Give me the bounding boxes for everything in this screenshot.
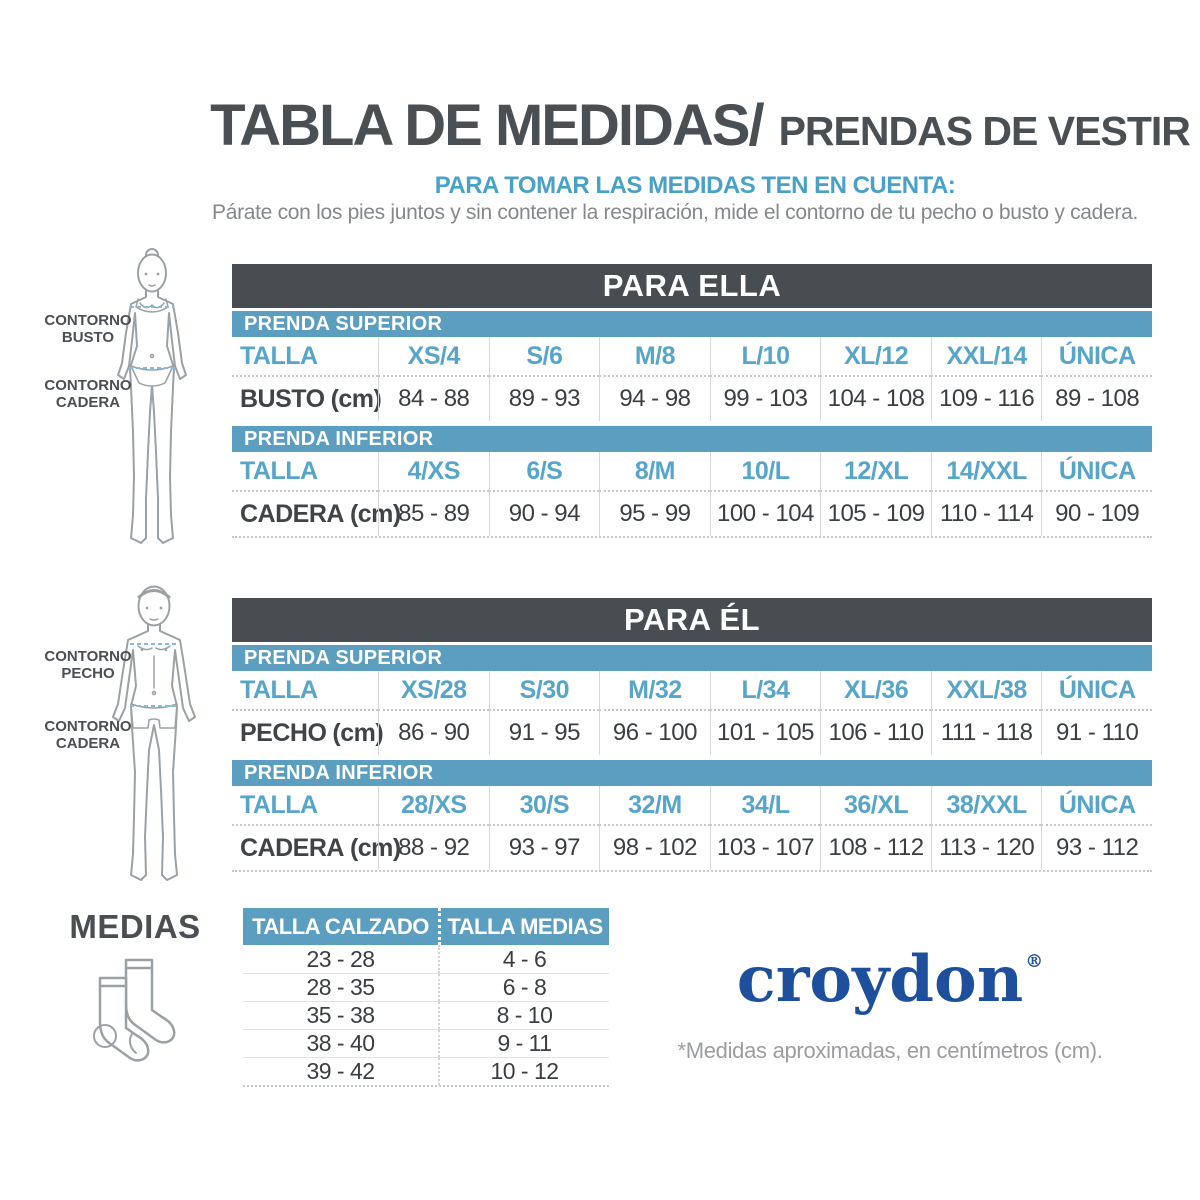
value-cell: 98 - 102	[599, 826, 710, 870]
value-cell: 85 - 89	[378, 492, 489, 536]
value-cell: 96 - 100	[599, 711, 710, 755]
table-bottom-rule	[232, 536, 1152, 538]
size-cell: 12/XL	[820, 452, 931, 492]
brand-wordmark: croydon	[736, 942, 1024, 1017]
band-prenda-superior-el: PRENDA SUPERIOR	[232, 645, 1152, 671]
value-cell: 100 - 104	[710, 492, 821, 536]
grid-ella-inferior	[232, 452, 1152, 536]
male-chest-dot-right	[165, 649, 167, 651]
table-title-ella: PARA ELLA	[232, 264, 1152, 308]
male-eye-right	[160, 607, 163, 610]
measuring-instructions: Párate con los pies juntos y sin contener la respiración, mide el contorno de tu pecho o busto y cadera.	[211, 201, 1139, 224]
size-cell: XL/12	[820, 337, 931, 377]
band-prenda-inferior-el: PRENDA INFERIOR	[232, 760, 1152, 786]
size-cell: ÚNICA	[1041, 452, 1152, 492]
measure-header-cell: PECHO (cm)	[240, 718, 384, 747]
size-cell: M/8	[599, 337, 710, 377]
value-cell: 90 - 94	[489, 492, 600, 536]
page-title-secondary: PRENDAS DE VESTIR	[778, 108, 1190, 154]
value-cell: 84 - 88	[378, 377, 489, 421]
socks-col-header-medias: TALLA MEDIAS	[438, 908, 609, 945]
value-cell: 93 - 97	[489, 826, 600, 870]
value-cell: 105 - 109	[820, 492, 931, 536]
grid-el-superior	[232, 671, 1152, 755]
socks-table-bottom-rule	[243, 1085, 609, 1087]
socks-row: 39 - 42 10 - 12	[243, 1057, 609, 1085]
value-cell: 94 - 98	[599, 377, 710, 421]
measuring-note-heading: PARA TOMAR LAS MEDIDAS TEN EN CUENTA:	[434, 172, 956, 199]
size-cell: 36/XL	[820, 786, 931, 826]
value-cell: 88 - 92	[378, 826, 489, 870]
size-cell: XL/36	[820, 671, 931, 711]
value-cell: 91 - 110	[1041, 711, 1152, 755]
female-hip-label: CONTORNO CADERA	[44, 377, 132, 411]
grid-el-inferior	[232, 786, 1152, 870]
value-cell: 104 - 108	[820, 377, 931, 421]
value-cell: 108 - 112	[820, 826, 931, 870]
value-cell: 103 - 107	[710, 826, 821, 870]
size-header-cell: TALLA	[232, 671, 378, 711]
brand-logo	[640, 942, 1140, 1017]
size-header-cell: TALLA	[232, 337, 378, 377]
size-cell: S/6	[489, 337, 600, 377]
size-cell: 14/XXL	[931, 452, 1042, 492]
value-cell: 113 - 120	[931, 826, 1042, 870]
value-cell: 93 - 112	[1041, 826, 1152, 870]
size-header-cell: TALLA	[232, 452, 378, 492]
socks-size-table	[243, 908, 609, 1087]
page-title	[190, 92, 1200, 159]
value-cell: 89 - 93	[489, 377, 600, 421]
size-cell: L/34	[710, 671, 821, 711]
page-title-main: TABLA DE MEDIDAS/	[210, 93, 763, 158]
value-cell: 109 - 116	[931, 377, 1042, 421]
size-cell: 32/M	[599, 786, 710, 826]
table-title-el: PARA ÉL	[232, 598, 1152, 642]
registered-trademark-symbol: ®	[1025, 951, 1044, 972]
socks-row: 38 - 40 9 - 11	[243, 1029, 609, 1057]
size-cell: ÚNICA	[1041, 786, 1152, 826]
band-prenda-inferior-ella: PRENDA INFERIOR	[232, 426, 1152, 452]
measure-header-cell: CADERA (cm)	[240, 499, 401, 528]
size-cell: ÚNICA	[1041, 337, 1152, 377]
value-cell: 101 - 105	[710, 711, 821, 755]
size-cell: 8/M	[599, 452, 710, 492]
size-cell: XS/4	[378, 337, 489, 377]
male-chest-label: CONTORNO PECHO	[44, 648, 132, 682]
value-cell: 95 - 99	[599, 492, 710, 536]
measurements-disclaimer: *Medidas aproximadas, en centímetros (cm).	[677, 1038, 1103, 1063]
size-cell: 10/L	[710, 452, 821, 492]
measure-header-cell: BUSTO (cm)	[240, 384, 382, 413]
value-cell: 91 - 95	[489, 711, 600, 755]
male-hip-label: CONTORNO CADERA	[44, 718, 132, 752]
size-cell: 6/S	[489, 452, 600, 492]
value-cell: 110 - 114	[931, 492, 1042, 536]
socks-table-header	[243, 908, 609, 945]
value-cell: 106 - 110	[820, 711, 931, 755]
value-cell: 86 - 90	[378, 711, 489, 755]
sock-back	[126, 960, 174, 1042]
size-cell: 28/XS	[378, 786, 489, 826]
value-cell: 90 - 109	[1041, 492, 1152, 536]
size-cell: 38/XXL	[931, 786, 1042, 826]
size-cell: XS/28	[378, 671, 489, 711]
socks-icon	[86, 952, 190, 1092]
size-cell: M/32	[599, 671, 710, 711]
medias-section-title: MEDIAS	[69, 908, 201, 945]
grid-ella-superior	[232, 337, 1152, 421]
size-cell: L/10	[710, 337, 821, 377]
male-eye-left	[146, 607, 149, 610]
value-cell: 111 - 118	[931, 711, 1042, 755]
female-eye-left	[145, 273, 148, 276]
table-bottom-rule	[232, 870, 1152, 872]
socks-row: 23 - 28 4 - 6	[243, 945, 609, 973]
measure-header-cell: CADERA (cm)	[240, 833, 401, 862]
size-cell: 30/S	[489, 786, 600, 826]
socks-row: 28 - 35 6 - 8	[243, 973, 609, 1001]
band-prenda-superior-ella: PRENDA SUPERIOR	[232, 311, 1152, 337]
size-cell: ÚNICA	[1041, 671, 1152, 711]
socks-col-header-calzado: TALLA CALZADO	[243, 908, 438, 945]
value-cell: 99 - 103	[710, 377, 821, 421]
socks-row: 35 - 38 8 - 10	[243, 1001, 609, 1029]
female-bust-label: CONTORNO BUSTO	[44, 312, 132, 346]
table-para-ella	[232, 264, 1152, 538]
female-eye-right	[157, 273, 160, 276]
value-cell: 89 - 108	[1041, 377, 1152, 421]
size-header-cell: TALLA	[232, 786, 378, 826]
size-cell: XXL/14	[931, 337, 1042, 377]
size-cell: S/30	[489, 671, 600, 711]
table-para-el	[232, 598, 1152, 872]
size-cell: 4/XS	[378, 452, 489, 492]
size-cell: 34/L	[710, 786, 821, 826]
size-cell: XXL/38	[931, 671, 1042, 711]
